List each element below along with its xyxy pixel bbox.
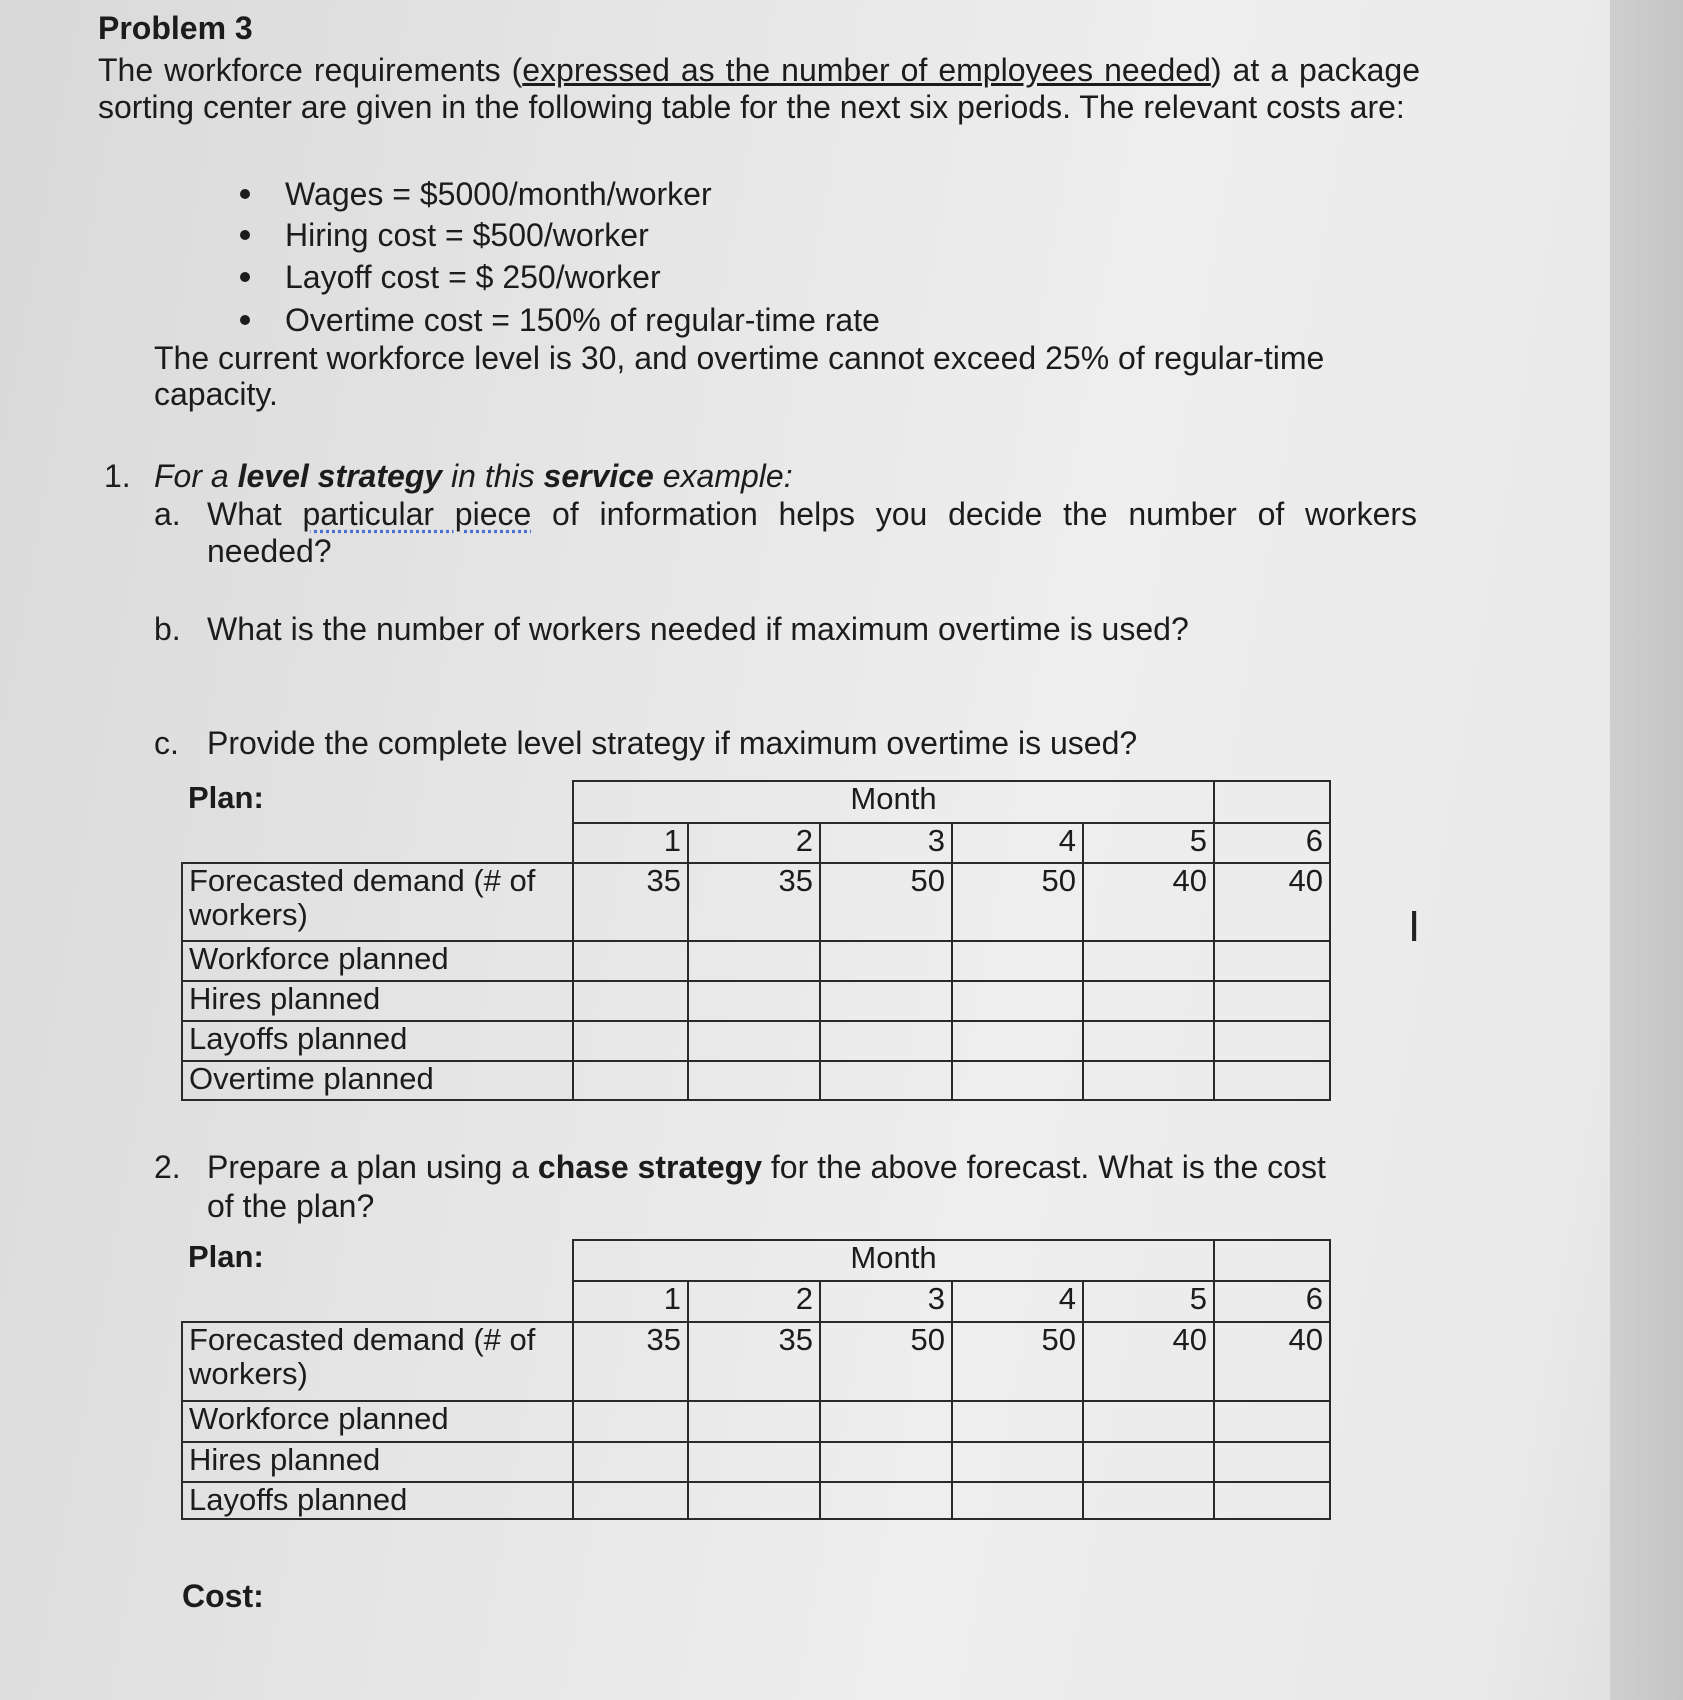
- table-row: [182, 863, 1330, 941]
- month-5: 5: [1083, 823, 1214, 863]
- row-label: Hires planned: [182, 1442, 573, 1482]
- answer-cell[interactable]: [1083, 1061, 1214, 1100]
- answer-cell[interactable]: [688, 941, 820, 981]
- table-row: [182, 1482, 1330, 1519]
- answer-cell[interactable]: [1214, 1442, 1330, 1482]
- text-cursor-icon: I: [1408, 902, 1421, 951]
- month-1: 1: [573, 823, 688, 863]
- demand-cell: 50: [952, 1322, 1083, 1401]
- answer-cell[interactable]: [688, 1442, 820, 1482]
- row-label: Workforce planned: [182, 941, 573, 981]
- month-4: 4: [952, 823, 1083, 863]
- constraint-line1: The current workforce level is 30, and overtime cannot exceed 25% of regular-time: [154, 340, 1325, 376]
- table-row: [182, 981, 1330, 1021]
- intro-text: The workforce requirements (: [98, 52, 523, 88]
- answer-cell[interactable]: [820, 1482, 952, 1519]
- q1a-label: a.: [154, 496, 181, 532]
- row-label: Layoffs planned: [182, 1482, 573, 1519]
- answer-cell[interactable]: [952, 981, 1083, 1021]
- answer-cell[interactable]: [1214, 941, 1330, 981]
- demand-cell: 35: [573, 1322, 688, 1401]
- answer-cell[interactable]: [1214, 1482, 1330, 1519]
- answer-cell[interactable]: [573, 1021, 688, 1061]
- answer-cell[interactable]: [1214, 1021, 1330, 1061]
- blank-cell: [182, 1281, 573, 1322]
- plan-label: Plan:: [188, 780, 264, 815]
- answer-cell[interactable]: [1083, 1482, 1214, 1519]
- answer-cell[interactable]: [952, 1021, 1083, 1061]
- level-strategy-table: [181, 780, 1331, 1101]
- row-label: Forecasted demand (# of workers): [182, 863, 573, 941]
- intro-paragraph: [98, 52, 1420, 126]
- table-row: [182, 1061, 1330, 1100]
- row-label: Hires planned: [182, 981, 573, 1021]
- demand-cell: 50: [952, 863, 1083, 941]
- answer-cell[interactable]: [688, 1482, 820, 1519]
- plan-label: Plan:: [188, 1239, 264, 1274]
- month-2: 2: [688, 1281, 820, 1322]
- table-row: [182, 1021, 1330, 1061]
- row-label: Forecasted demand (# of workers): [182, 1322, 573, 1401]
- table-row: [182, 1442, 1330, 1482]
- month-1: 1: [573, 1281, 688, 1322]
- answer-cell[interactable]: [688, 981, 820, 1021]
- demand-cell: 35: [688, 863, 820, 941]
- answer-cell[interactable]: [952, 1061, 1083, 1100]
- cost-label: Cost:: [182, 1578, 264, 1614]
- answer-cell[interactable]: [1083, 1021, 1214, 1061]
- answer-cell[interactable]: [1083, 1401, 1214, 1442]
- answer-cell[interactable]: [820, 1442, 952, 1482]
- demand-cell: 35: [573, 863, 688, 941]
- q1c-text: Provide the complete level strategy if maximum overtime is used?: [207, 725, 1138, 761]
- answer-cell[interactable]: [573, 941, 688, 981]
- demand-cell: 50: [820, 863, 952, 941]
- bullet-icon: [240, 230, 250, 240]
- answer-cell[interactable]: [573, 1442, 688, 1482]
- answer-cell[interactable]: [952, 1482, 1083, 1519]
- month-3: 3: [820, 1281, 952, 1322]
- intro-text-rest: ) at a package sorting center are given in the following table for the next six periods. The relevant costs are:: [98, 52, 1421, 125]
- q1a-text: [207, 496, 1417, 570]
- blank-cell: [182, 823, 573, 863]
- answer-cell[interactable]: [820, 981, 952, 1021]
- demand-cell: 50: [820, 1322, 952, 1401]
- month-6: 6: [1214, 1281, 1330, 1322]
- bullet-icon: [240, 272, 250, 282]
- month-6: 6: [1214, 823, 1330, 863]
- month-header-blank: [1214, 781, 1330, 823]
- answer-cell[interactable]: [573, 981, 688, 1021]
- cost-hiring: Hiring cost = $500/worker: [285, 217, 649, 253]
- q1-service: service: [543, 458, 654, 494]
- answer-cell[interactable]: [1083, 981, 1214, 1021]
- month-header: Month: [573, 1240, 1214, 1281]
- q2-text: [207, 1149, 1326, 1185]
- row-label: Overtime planned: [182, 1061, 573, 1100]
- month-5: 5: [1083, 1281, 1214, 1322]
- answer-cell[interactable]: [1214, 1061, 1330, 1100]
- q1-heading: [154, 458, 793, 494]
- q2-post: for the above forecast. What is the cost: [762, 1149, 1326, 1185]
- row-label: Layoffs planned: [182, 1021, 573, 1061]
- q2-chase-strategy: chase strategy: [537, 1149, 763, 1185]
- demand-cell: 35: [688, 1322, 820, 1401]
- bullet-icon: [240, 315, 250, 325]
- table-row: [182, 1322, 1330, 1401]
- q1a-pre: What: [207, 496, 303, 532]
- q1-number: 1.: [104, 458, 131, 494]
- table-row: [182, 1401, 1330, 1442]
- answer-cell[interactable]: [952, 1442, 1083, 1482]
- q1a-dotted: particular piece: [302, 496, 532, 532]
- chase-strategy-table: [181, 1239, 1331, 1520]
- q1-level-strategy: level strategy: [237, 458, 443, 494]
- problem-title: Problem 3: [98, 10, 253, 46]
- answer-cell[interactable]: [573, 1482, 688, 1519]
- answer-cell[interactable]: [1083, 1442, 1214, 1482]
- q2-line2: of the plan?: [207, 1188, 375, 1224]
- answer-cell[interactable]: [820, 1401, 952, 1442]
- q1b-text: What is the number of workers needed if maximum overtime is used?: [207, 611, 1189, 647]
- answer-cell[interactable]: [820, 1021, 952, 1061]
- month-header-blank: [1214, 1240, 1330, 1281]
- bullet-icon: [240, 189, 250, 199]
- q1a-post: of information helps you decide the number of workers needed?: [207, 496, 1418, 569]
- table-row: [182, 941, 1330, 981]
- q1-text: example:: [653, 458, 793, 494]
- month-3: 3: [820, 823, 952, 863]
- q1c-label: c.: [154, 725, 179, 761]
- answer-cell[interactable]: [573, 1401, 688, 1442]
- q2-number: 2.: [154, 1149, 181, 1185]
- cost-layoff: Layoff cost = $ 250/worker: [285, 259, 661, 295]
- q1-text: in this: [442, 458, 544, 494]
- demand-cell: 40: [1083, 863, 1214, 941]
- cost-overtime: Overtime cost = 150% of regular-time rate: [285, 302, 880, 338]
- answer-cell[interactable]: [952, 1401, 1083, 1442]
- constraint-line2: capacity.: [154, 376, 278, 412]
- demand-cell: 40: [1214, 1322, 1330, 1401]
- row-label: Workforce planned: [182, 1401, 573, 1442]
- intro-underlined: expressed as the number of employees needed: [522, 52, 1211, 88]
- answer-cell[interactable]: [952, 941, 1083, 981]
- answer-cell[interactable]: [688, 1021, 820, 1061]
- demand-cell: 40: [1214, 863, 1330, 941]
- month-2: 2: [688, 823, 820, 863]
- month-4: 4: [952, 1281, 1083, 1322]
- q1-text: For a: [154, 458, 238, 494]
- answer-cell[interactable]: [688, 1401, 820, 1442]
- demand-cell: 40: [1083, 1322, 1214, 1401]
- answer-cell[interactable]: [688, 1061, 820, 1100]
- page-edge-shadow: [1610, 0, 1683, 1700]
- answer-cell[interactable]: [1083, 941, 1214, 981]
- answer-cell[interactable]: [1214, 1401, 1330, 1442]
- answer-cell[interactable]: [820, 1061, 952, 1100]
- q1b-label: b.: [154, 611, 181, 647]
- answer-cell[interactable]: [820, 941, 952, 981]
- q2-pre: Prepare a plan using a: [207, 1149, 538, 1185]
- cost-wages: Wages = $5000/month/worker: [285, 176, 712, 212]
- answer-cell[interactable]: [1214, 981, 1330, 1021]
- month-header: Month: [573, 781, 1214, 823]
- answer-cell[interactable]: [573, 1061, 688, 1100]
